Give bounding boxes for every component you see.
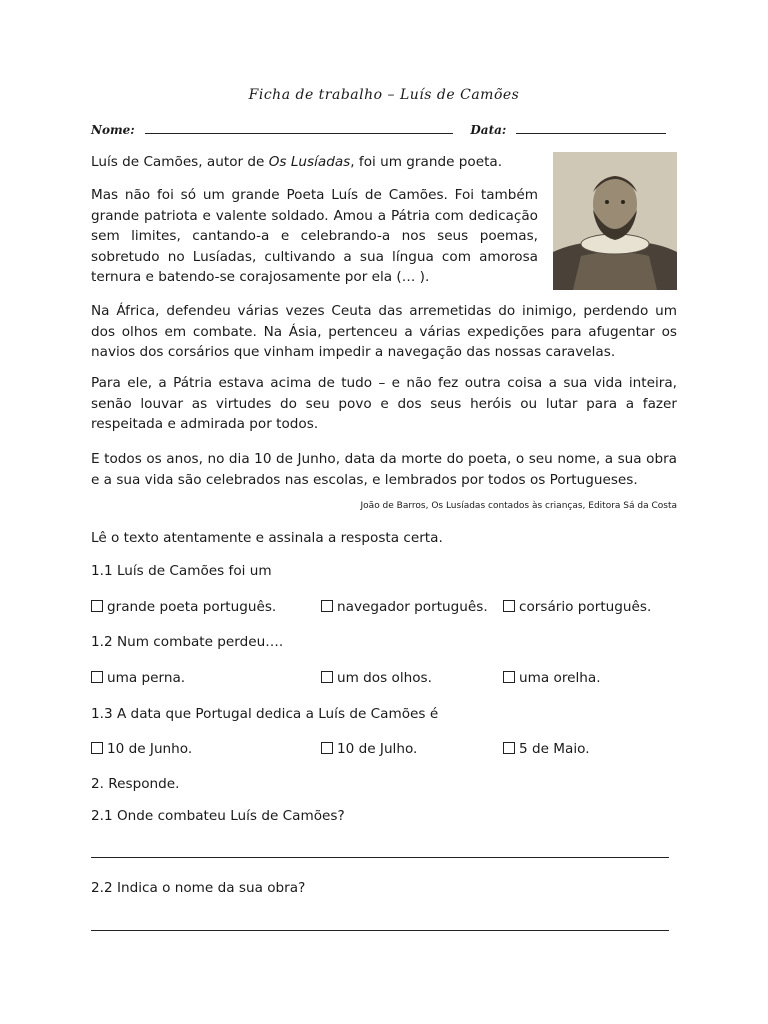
portrait-engraving-icon (553, 152, 677, 290)
checkbox[interactable] (321, 671, 333, 683)
option-1-1-c[interactable]: corsário português. (503, 599, 651, 615)
camoes-portrait-image (553, 152, 677, 290)
checkbox[interactable] (321, 742, 333, 754)
question-2-1: 2.1 Onde combateu Luís de Camões? (91, 808, 345, 824)
paragraph-intro (91, 152, 541, 173)
option-1-1-b[interactable]: navegador português. (321, 599, 488, 615)
paragraph-5: E todos os anos, no dia 10 de Junho, data da morte do poeta, o seu nome, a sua obra e a sua vida são celebrados nas escolas, e lembrados por todos os Portugueses. (91, 451, 677, 488)
section-2-heading: 2. Responde. (91, 776, 180, 792)
answer-line-2-1[interactable] (91, 856, 669, 858)
source-citation: João de Barros, Os Lusíadas contados às crianças, Editora Sá da Costa (360, 501, 677, 511)
answer-line-2-2[interactable] (91, 929, 669, 931)
checkbox[interactable] (91, 671, 103, 683)
option-1-3-c[interactable]: 5 de Maio. (503, 741, 590, 757)
checkbox[interactable] (503, 600, 515, 612)
checkbox[interactable] (91, 600, 103, 612)
option-1-1-a[interactable]: grande poeta português. (91, 599, 276, 615)
checkbox[interactable] (321, 600, 333, 612)
checkbox[interactable] (91, 742, 103, 754)
paragraph-3: Na África, defendeu várias vezes Ceuta das arremetidas do inimigo, perdendo um dos olhos em combate. Na Ásia, pertenceu a várias expedições para afugentar os navios dos corsários que vinham impedir a navegação das nossas caravelas. (91, 303, 677, 360)
question-2-2: 2.2 Indica o nome da sua obra? (91, 880, 306, 896)
checkbox[interactable] (503, 742, 515, 754)
question-1-1: 1.1 Luís de Camões foi um (91, 563, 272, 579)
paragraph-4: Para ele, a Pátria estava acima de tudo – e não fez outra coisa a sua vida inteira, senão louvar as virtudes do seu povo e dos seus heróis ou lutar para a fazer respeitada e admirada por todos. (91, 375, 677, 432)
question-1-3: 1.3 A data que Portugal dedica a Luís de Camões é (91, 706, 439, 722)
checkbox[interactable] (503, 671, 515, 683)
option-1-3-b[interactable]: 10 de Julho. (321, 741, 417, 757)
paragraph-2: Mas não foi só um grande Poeta Luís de Camões. Foi também grande patriota e valente soldado. Amou a Pátria com dedicação sem limites, cantando-a e celebrando-a nos seus poemas, sobretudo no Lusíadas, cultivando a sua língua com amorosa ternura e batendo-se corajosamente por ela (… ). (91, 187, 538, 285)
date-field[interactable] (516, 123, 666, 134)
name-date-line (91, 123, 677, 137)
name-label: Nome: (91, 123, 135, 137)
intro-text: Luís de Camões, autor de (91, 154, 269, 170)
page-title: Ficha de trabalho – Luís de Camões (248, 87, 520, 103)
book-title: Os Lusíadas (268, 154, 351, 170)
date-label: Data: (470, 123, 507, 137)
intro-text-end: , foi um grande poeta. (350, 154, 503, 170)
instruction: Lê o texto atentamente e assinala a resposta certa. (91, 530, 443, 546)
name-field[interactable] (145, 123, 453, 134)
option-1-3-a[interactable]: 10 de Junho. (91, 741, 192, 757)
option-1-2-a[interactable]: uma perna. (91, 670, 185, 686)
option-1-2-c[interactable]: uma orelha. (503, 670, 601, 686)
option-1-2-b[interactable]: um dos olhos. (321, 670, 432, 686)
question-1-2: 1.2 Num combate perdeu…. (91, 634, 284, 650)
